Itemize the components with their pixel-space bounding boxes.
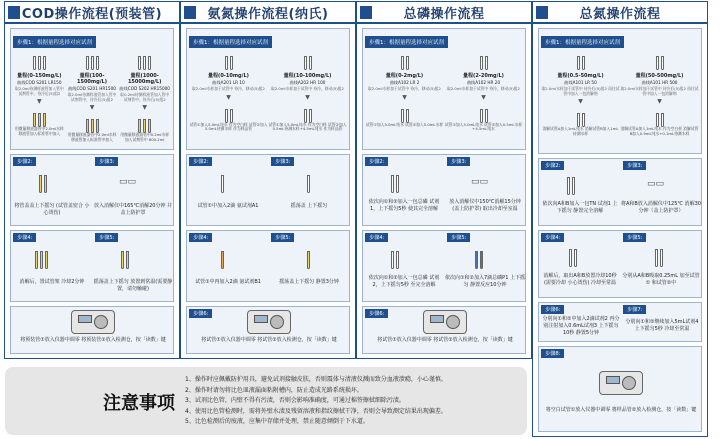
tube-pair-icon [569, 249, 577, 267]
step-label: 步骤6: [189, 309, 212, 318]
step-text: 放入消解仪中165℃消解20分钟 并盖上防护罩 [93, 203, 173, 216]
tube-rack-icon [577, 52, 585, 70]
step-text: 消解后，置试管架 冷却2分钟 [19, 279, 85, 285]
phosphorus-steps-2-3 [362, 154, 526, 226]
header-marker [536, 6, 548, 19]
range-name: 量程(2-20mg/L) [463, 73, 504, 79]
photometer-icon [599, 371, 643, 395]
range-code: 曲线A202 HR 100 [289, 80, 326, 85]
tube-shake-icon [307, 251, 310, 269]
tube-pair-icon [39, 175, 47, 193]
tube-rack-icon [480, 52, 488, 70]
tube-pair-icon [35, 251, 48, 269]
photometer-icon [423, 310, 467, 334]
cod-title: COD操作流程(预装管) [21, 6, 163, 22]
step-text: 摇荡盖上下摇匀 静置3分钟 [279, 279, 339, 285]
ammonia-steps-2-3 [186, 154, 350, 226]
step-text: 将空白试管①放入仪器中调零 将样品管②放入检测仓，按「读数」键 [545, 407, 697, 413]
range-note: 试管①加入5.0mL纯水 作为空白样 试管②加入0.5mL待测水样+4.5mL纯水 作为样品管 [268, 121, 347, 132]
range-name: 量程(100-1500mg/L) [77, 73, 108, 85]
arrow-down-icon: ▼ [142, 104, 147, 112]
tube-rack-icon [304, 52, 312, 70]
range-desc: 取2.0ml待测样液管加入管中 试剂管中，待冷后(5)组2 [67, 92, 117, 102]
range-note: 用微量移液器管中2.0ml水样 移液管加入标准管中加入 [67, 132, 117, 143]
range-note: 用微量移液器管中2.0ml水样 移液管加入标准管中加入 [14, 126, 64, 137]
photometer-icon [247, 310, 291, 334]
tube-rack-icon [138, 52, 151, 70]
step-label: 步骤6: [365, 309, 388, 318]
step-label: 步骤2: [189, 157, 212, 166]
step-text: 依次向A和B加入一包TN 试剂1 上下摇匀 静置完全溶解 [542, 201, 618, 214]
ammonia-final [186, 306, 350, 354]
range-name: 量程(10-100mg/L) [283, 73, 332, 79]
range-note: 试管①加入5.0mL纯水 作为空白样 试管②加入5.0mL待测水样 作为样品管 [189, 121, 268, 132]
range-code: 曲线A201 LR 10 [212, 80, 245, 85]
nitrogen-column [532, 1, 708, 437]
note-item: 2、操作时请勿将比色皿液漏面粘附槽内，防止造成光路系统损坏。 [185, 386, 363, 394]
phosphorus-range-high [444, 50, 523, 132]
arrow-down-icon: ▼ [578, 98, 583, 106]
tube-rack-icon [33, 52, 46, 70]
cod-range-low [13, 50, 66, 143]
step-text: 将预装管①放入仪器中调零 将预装管②放入检测仓，按「读数」键 [20, 337, 166, 343]
ammonia-column [180, 1, 356, 359]
step-label: 步骤3: [623, 161, 646, 170]
header-marker [8, 6, 20, 19]
range-code: 曲线A101 LR 50 [564, 80, 597, 85]
step-text: 将管盖盖上下摇匀 (试管盖密合 小心烫伤) [14, 203, 90, 216]
phosphorus-header [357, 2, 531, 24]
range-code: 曲线A101 HR 500 [641, 80, 678, 85]
step-label: 步骤4: [541, 233, 564, 242]
cod-steps-4-5 [10, 230, 174, 302]
ammonia-step1-label: 步骤1：根据量程选择对应试剂 [189, 36, 272, 48]
photometer-icon [71, 310, 115, 334]
notes-title: 注意事项 [103, 393, 175, 414]
range-note: 消解试管A加入1mL纯水 消解试管B加入1mL待测水样 [542, 126, 619, 137]
tube-rack-icon [480, 105, 488, 123]
range-name: 量程(50-500mg/L) [635, 73, 684, 79]
phosphorus-step1-label: 步骤1：根据量程选择对应试剂 [365, 36, 448, 48]
step-label: 步骤6: [541, 305, 564, 314]
step-text: 将试管①放入仪器中调零 将试管②放入检测仓，按「读数」键 [201, 337, 337, 343]
phosphorus-step1 [362, 28, 526, 150]
step-label: 步骤2: [365, 157, 388, 166]
cod-final [10, 306, 174, 354]
cod-step1 [10, 28, 174, 150]
step-label: 步骤5: [95, 233, 118, 242]
tube-rack-icon [401, 105, 409, 123]
tube-rack-icon [225, 52, 233, 70]
arrow-down-icon: ▼ [305, 93, 310, 101]
tube-rack-icon [577, 109, 585, 127]
nitrogen-title: 总氮操作流程 [579, 6, 661, 22]
nitrogen-header [533, 2, 707, 24]
digester-icon: ▭▭ [471, 177, 489, 187]
range-desc: 取2.0ml水样加于试管中 待冷，移动(5)组2 [271, 86, 344, 91]
step-text: 放入消解仪中150℃消解15分钟 (盖上防护罩) 取出冷却至室温 [449, 199, 521, 212]
step-label: 步骤5: [623, 233, 646, 242]
note-item: 5、比色检测后的废液，应集中存储并处理，禁止随意倾倒于下水道。 [185, 418, 369, 425]
step-text: 依次向①和②加入7滴总磷P1 上下摇匀 静置反应10分钟 [445, 275, 525, 288]
dropper-icon [221, 251, 224, 269]
range-desc: 取2.0ml水样加于试管中 待冷，移动(5)组2 [447, 86, 520, 91]
nitrogen-step1 [538, 28, 702, 154]
header-marker [184, 6, 196, 19]
step-label: 步骤4: [189, 233, 212, 242]
range-desc: 取2.0ml水样加于试管中 待冷后(5)组2 再往试管中加入一包消解剂 [541, 86, 620, 96]
range-desc: 取2.0ml水样加于试管中 待冷后(5)组2 再往试管中加入一包消解剂 [620, 86, 699, 96]
arrow-down-icon: ▼ [89, 104, 95, 112]
reagent-pack-icon [391, 251, 399, 269]
arrow-down-icon: ▼ [37, 98, 42, 106]
step-text: 依次向①和②加入一包总磷 试剂2，上下摇匀5秒 至完全溶解 [368, 275, 440, 288]
nitrogen-range-high [620, 50, 699, 137]
tube-rack-icon [86, 52, 99, 70]
step-label: 步骤3: [95, 157, 118, 166]
tube-rack-icon [33, 109, 46, 127]
tube-rack-icon [86, 115, 99, 133]
cod-header [5, 2, 179, 24]
range-desc: 取2.0ml水样加于试管中 待冷，移动(5)组2 [192, 86, 265, 91]
step-label: 步骤7: [623, 305, 646, 314]
range-desc: 取2.0ml水样加于试管中 待冷，移动(5)组2 [368, 86, 441, 91]
cod-step1-label: 步骤1：根据量程选择对应试剂 [13, 36, 96, 48]
step-text: 分别从A和B吸取0.25mL 加至试管① 和试管②中 [622, 273, 700, 286]
step-label: 步骤2: [541, 161, 564, 170]
ammonia-title: 氨氮操作流程(纳氏) [207, 6, 329, 22]
step-label: 步骤3: [271, 157, 294, 166]
step-text: 试管①中加入2滴 氨试剂A1 [197, 203, 259, 209]
cod-steps-2-3 [10, 154, 174, 226]
step-text: 分别向①和②中加入2滴试剂2 再分别注射加入0.6mL试剂3 上下摇匀10秒 静置5分钟 [542, 316, 620, 336]
step-text: 摇荡盖 上下摇匀 [290, 203, 328, 209]
range-note: 消解试管A加入1mL纯水 作为空白样 消解试管B加入0.9mL纯水+0.1mL待测水样 [620, 126, 699, 137]
step-label: 步骤4: [13, 233, 36, 242]
range-note: 试管①加入5.0mL纯水 试管②加入5.0mL水样 [365, 121, 444, 127]
tube-rack-icon [401, 52, 409, 70]
range-note: 用微量移液器管中0.2ml水样 加入试剂管中 800.2ml [120, 132, 170, 143]
tube-rack-icon [656, 52, 664, 70]
step-label: 步骤8: [541, 349, 564, 358]
note-item: 1、操作时应佩戴防护用具，避免试剂接触皮肤，否则震体与清液仪溅而致分血液溃瘾，小心谨慎。 [185, 376, 447, 383]
ammonia-range-low [189, 50, 268, 132]
range-code: 曲线A102 HR 20 [466, 80, 501, 85]
digester-icon: ▭▭ [119, 177, 137, 187]
nitrogen-range-low [541, 50, 620, 137]
nitrogen-steps-2-3 [538, 158, 702, 226]
range-note: 试管①加入5.0mL纯水 试管②加入0.5mL水样+4.5mL纯水 [444, 121, 523, 132]
range-name: 量程(1000-15000mg/L) [127, 73, 162, 85]
range-name: 量程(0-10mg/L) [208, 73, 249, 79]
tube-rack-icon [225, 105, 233, 123]
reagent-pack-icon [391, 175, 399, 193]
note-item: 3、试剂比色管，内壁不得有污渍，否则会影响准确度，可通过棉签擦拭细除污渍。 [185, 397, 405, 404]
dropper-icon [475, 251, 483, 269]
range-code: 曲线COD S201 LR150 [17, 80, 62, 85]
reagent-pack-icon [567, 177, 575, 195]
range-name: 量程(0-2mg/L) [385, 73, 424, 79]
tube-pair-icon [121, 251, 129, 269]
nitrogen-steps-4-5 [538, 230, 702, 298]
arrow-down-icon: ▼ [402, 93, 407, 101]
phosphorus-title: 总磷操作流程 [403, 6, 485, 22]
step-text: 将A和B放入消解仪中125℃ 消解30分钟（盖上防护罩） [621, 201, 701, 214]
range-code: 曲线COD S202 HR15000 [119, 86, 170, 91]
cod-column [4, 1, 180, 359]
notes-panel [5, 367, 527, 435]
cod-range-mid [66, 50, 119, 143]
phosphorus-range-low [365, 50, 444, 132]
range-name: 量程(0-150mg/L) [17, 73, 62, 79]
ammonia-steps-4-5 [186, 230, 350, 302]
step-label: 步骤3: [447, 157, 470, 166]
step-text: 将试管①放入仪器中调零 将试管②放入检测仓，按「读数」键 [377, 337, 513, 343]
tube-shake-icon [307, 175, 310, 193]
ammonia-header [181, 2, 355, 24]
arrow-down-icon: ▼ [481, 93, 486, 101]
ammonia-range-high [268, 50, 347, 132]
notes-list [185, 375, 525, 428]
arrow-down-icon: ▼ [657, 98, 662, 106]
range-code: 曲线A102 LR 2 [389, 80, 420, 85]
digester-icon: ▭▭ [647, 179, 665, 189]
arrow-down-icon: ▼ [226, 93, 231, 101]
step-label: 步骤2: [13, 157, 36, 166]
step-text: 试管①中再加入2滴 氨试剂B1 [195, 279, 261, 285]
range-desc: 取0.2ml待测样液管加入管中 试剂管中，待冷后(5)组2 [120, 92, 170, 102]
ammonia-step1 [186, 28, 350, 150]
dropper-icon [221, 175, 224, 193]
step-label: 步骤5: [271, 233, 294, 242]
phosphorus-column [356, 1, 532, 359]
tube-rack-icon [656, 109, 664, 127]
phosphorus-steps-4-5 [362, 230, 526, 302]
range-desc: 取2.0ml待测样液管加入管中 试剂管中，待冷后(5)组2 [14, 86, 64, 96]
step-text: 分别向①和②继续加入5mL试剂4 上下摇匀5秒 冷却至常温 [625, 319, 699, 332]
phosphorus-final [362, 306, 526, 354]
range-code: 曲线COD S201 HR1500 [68, 86, 116, 91]
step-text: 依次向①和②加入一包总磷 试剂1，上下摇匀5秒 使其完全溶解 [368, 199, 440, 212]
nitrogen-steps-6-7 [538, 302, 702, 342]
nitrogen-final [538, 346, 702, 432]
header-marker [360, 6, 372, 19]
tube-rack-icon [304, 105, 312, 123]
cod-range-high [118, 50, 171, 143]
tube-rack-icon [138, 115, 151, 133]
range-name: 量程(0.5-50mg/L) [557, 73, 604, 79]
step-text: 消解后，取出A和B放置冷却10秒 (需要冷却 小心烫伤) 冷却至常温 [543, 273, 617, 286]
step-text: 摇荡盖上下摇匀 放置到常温(需要静置，请勿触碰) [93, 279, 173, 292]
note-item: 4、使用比色管检测时，需将外壁水渍及残留溶液和指纹擦拭干净，否则会导致测定结果出现偏差。 [185, 407, 447, 415]
nitrogen-step1-label: 步骤1：根据量程选择对应试剂 [541, 36, 624, 48]
step-label: 步骤4: [365, 233, 388, 242]
step-label: 步骤5: [447, 233, 470, 242]
pipette-icon [655, 249, 663, 267]
